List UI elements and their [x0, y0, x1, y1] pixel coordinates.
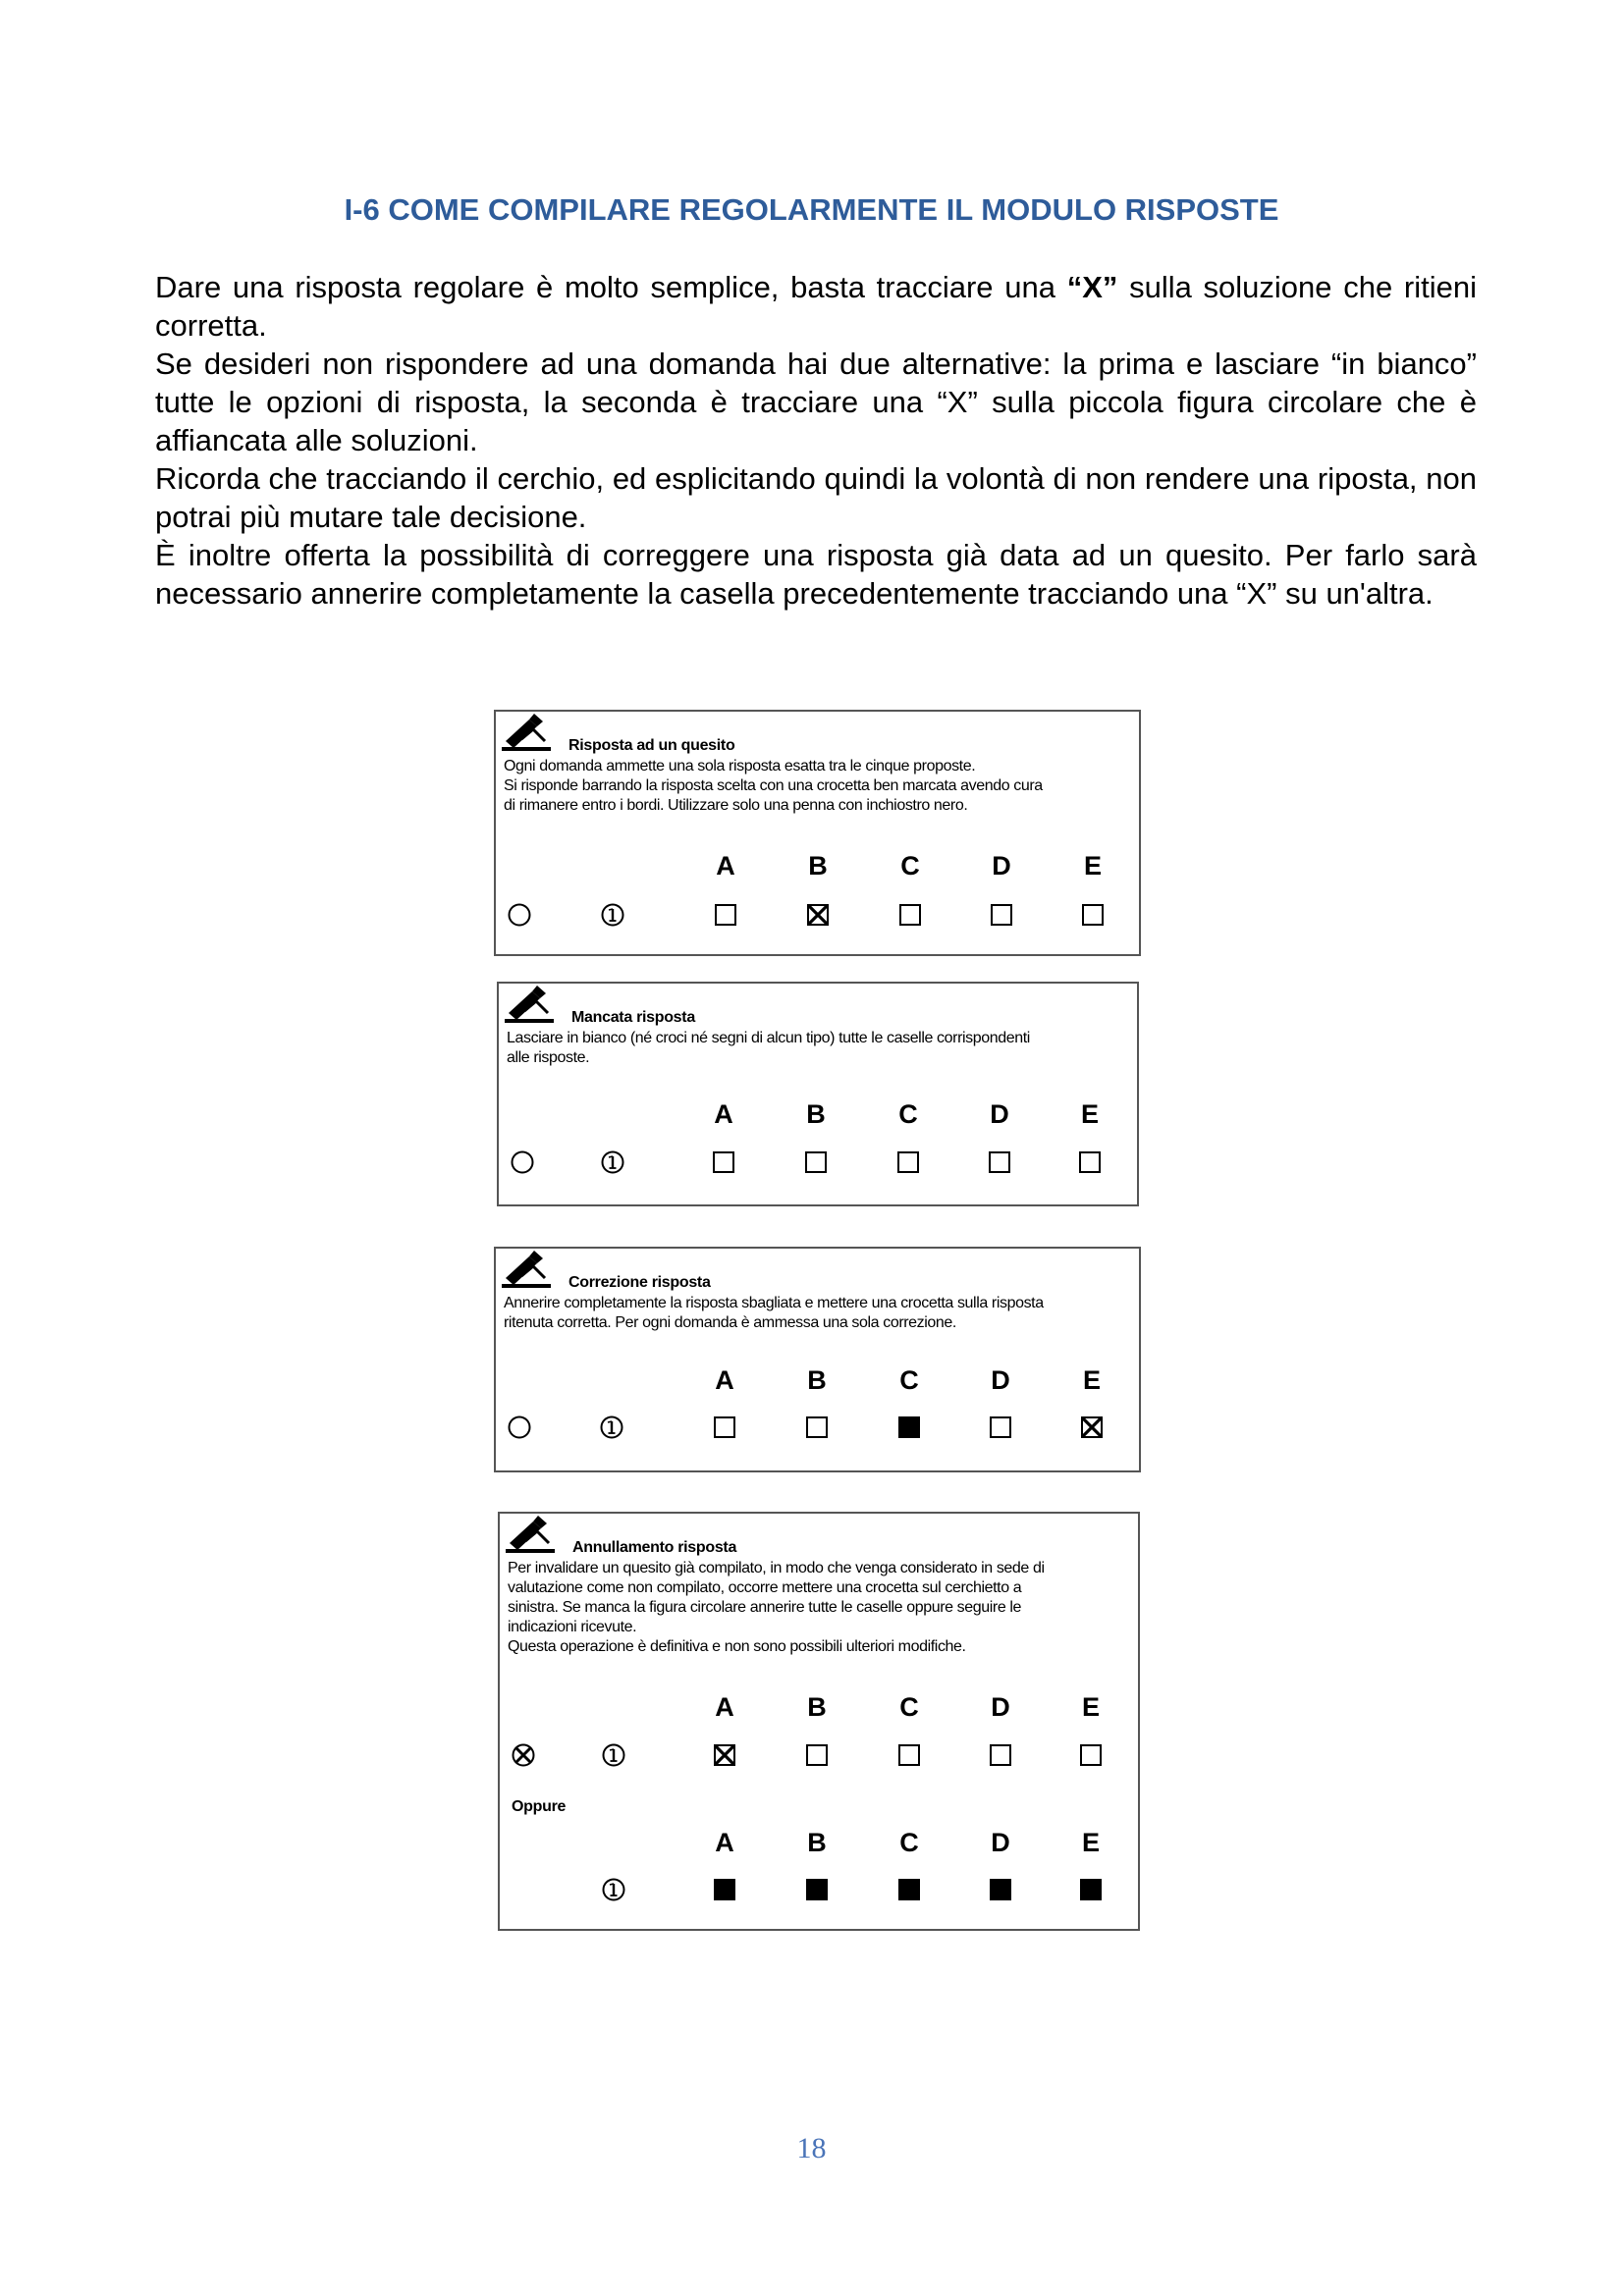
answer-box-c[interactable]: [896, 1877, 922, 1902]
answer-box-c[interactable]: [896, 1415, 922, 1440]
paragraph-1: Dare una risposta regolare è molto semplice, basta tracciare una “X” sulla soluzione che ritieni corretta.: [155, 270, 1478, 343]
info-circle-icon: [599, 901, 626, 929]
answer-box-d[interactable]: [989, 902, 1014, 928]
option-letter-c: C: [899, 1692, 919, 1722]
option-letter-a: A: [715, 1692, 734, 1722]
option-letter-d: D: [991, 1828, 1010, 1857]
annul-circle-icon[interactable]: [506, 901, 533, 929]
option-letter-e: E: [1080, 1099, 1100, 1129]
option-letter-e: E: [1081, 1692, 1101, 1722]
answer-box-e[interactable]: [1079, 1415, 1105, 1440]
box-title: Correzione risposta: [568, 1274, 711, 1291]
paragraph-2: Se desideri non rispondere ad una domanda hai due alternative: la prima e lasciare “in bianco” tutte le opzioni di risposta, la seconda è tracciare una “X” sulla piccola figura circolare che è affiancata alle soluzioni.: [155, 347, 1477, 457]
option-letter-c: C: [898, 1099, 918, 1129]
answer-box-e[interactable]: [1077, 1149, 1103, 1175]
oppure-label: Oppure: [512, 1798, 567, 1815]
box-description: Per invalidare un quesito già compilato, in modo che venga considerato in sede di valutazione come non compilato, occorre mettere una crocetta sul cerchietto a sinistra. Se manca la figura circolare annerire tutte le caselle oppure seguire le indicazioni ricevute. Questa operazione è definitiva e non sono possibili ulteriori modifiche.: [508, 1560, 1045, 1655]
box-title: Risposta ad un quesito: [568, 737, 735, 754]
example-box-mancata: [497, 982, 1139, 1206]
option-letter-a: A: [716, 851, 735, 881]
answer-box-a[interactable]: [713, 902, 738, 928]
box-description: Lasciare in bianco (né croci né segni di alcun tipo) tutte le caselle corrispondenti alle risposte.: [507, 1030, 1030, 1066]
answer-box-a[interactable]: [711, 1149, 736, 1175]
pen-icon: [500, 712, 555, 751]
option-letter-b: B: [807, 1692, 827, 1722]
example-box-risposta: [494, 710, 1141, 956]
option-letter-c: C: [899, 1828, 919, 1857]
annul-circle-icon[interactable]: [506, 1414, 533, 1441]
option-letter-e: E: [1083, 851, 1103, 881]
page-number: 18: [796, 2132, 827, 2164]
answer-box-b[interactable]: [804, 1877, 830, 1902]
option-letter-c: C: [900, 851, 920, 881]
option-letter-c: C: [899, 1365, 919, 1395]
annul-circle-icon[interactable]: [509, 1148, 536, 1176]
answer-box-e[interactable]: [1078, 1877, 1104, 1902]
answer-box-d[interactable]: [988, 1877, 1013, 1902]
answer-box-a[interactable]: [712, 1877, 737, 1902]
option-letter-d: D: [992, 851, 1011, 881]
option-letter-d: D: [991, 1692, 1010, 1722]
pen-icon: [503, 984, 558, 1023]
info-circle-icon: [600, 1741, 627, 1769]
info-circle-icon: [600, 1876, 627, 1903]
box-description: Ogni domanda ammette una sola risposta esatta tra le cinque proposte. Si risponde barrando la risposta scelta con una crocetta ben marcata avendo cura di rimanere entro i bordi. Utilizzare solo una penna con inchiostro nero.: [504, 758, 1043, 814]
option-letter-e: E: [1082, 1365, 1102, 1395]
paragraph-4: È inoltre offerta la possibilità di correggere una risposta già data ad un quesito. Per farlo sarà necessario annerire completamente la casella precedentemente tracciando una “X” su un'altra.: [155, 538, 1477, 611]
box-description: Annerire completamente la risposta sbagliata e mettere una crocetta sulla risposta ritenuta corretta. Per ogni domanda è ammessa una sola correzione.: [504, 1295, 1044, 1331]
answer-box-e[interactable]: [1080, 902, 1106, 928]
answer-box-a[interactable]: [712, 1742, 737, 1768]
info-circle-icon: [598, 1414, 625, 1441]
box-title: Mancata risposta: [571, 1009, 695, 1026]
option-letter-e: E: [1081, 1828, 1101, 1857]
answer-box-b[interactable]: [803, 1149, 829, 1175]
pen-icon: [504, 1514, 559, 1553]
answer-box-d[interactable]: [988, 1742, 1013, 1768]
bold-x-mark: “X”: [1066, 270, 1118, 304]
pen-icon: [500, 1249, 555, 1288]
paragraph-3: Ricorda che tracciando il cerchio, ed esplicitando quindi la volontà di non rendere una riposta, non potrai più mutare tale decisione.: [155, 461, 1477, 534]
instructions-text: [155, 268, 1477, 613]
example-box-annullamento: [498, 1512, 1140, 1931]
option-letter-d: D: [991, 1365, 1010, 1395]
option-letter-b: B: [807, 1828, 827, 1857]
answer-box-b[interactable]: [805, 902, 831, 928]
answer-box-e[interactable]: [1078, 1742, 1104, 1768]
answer-box-c[interactable]: [897, 902, 923, 928]
option-letter-a: A: [715, 1365, 734, 1395]
answer-box-a[interactable]: [712, 1415, 737, 1440]
answer-box-c[interactable]: [895, 1149, 921, 1175]
answer-box-b[interactable]: [804, 1742, 830, 1768]
option-letter-b: B: [807, 1365, 827, 1395]
answer-box-d[interactable]: [988, 1415, 1013, 1440]
answer-box-b[interactable]: [804, 1415, 830, 1440]
option-letter-b: B: [806, 1099, 826, 1129]
answer-box-d[interactable]: [987, 1149, 1012, 1175]
info-circle-icon: [599, 1148, 626, 1176]
option-letter-d: D: [990, 1099, 1009, 1129]
annul-circle-icon[interactable]: [510, 1741, 537, 1769]
option-letter-a: A: [715, 1828, 734, 1857]
example-box-correzione: [494, 1247, 1141, 1472]
answer-box-c[interactable]: [896, 1742, 922, 1768]
page-title: I-6 COME COMPILARE REGOLARMENTE IL MODULO RISPOSTE: [344, 192, 1279, 227]
option-letter-b: B: [808, 851, 828, 881]
box-title: Annullamento risposta: [572, 1539, 737, 1556]
option-letter-a: A: [714, 1099, 733, 1129]
